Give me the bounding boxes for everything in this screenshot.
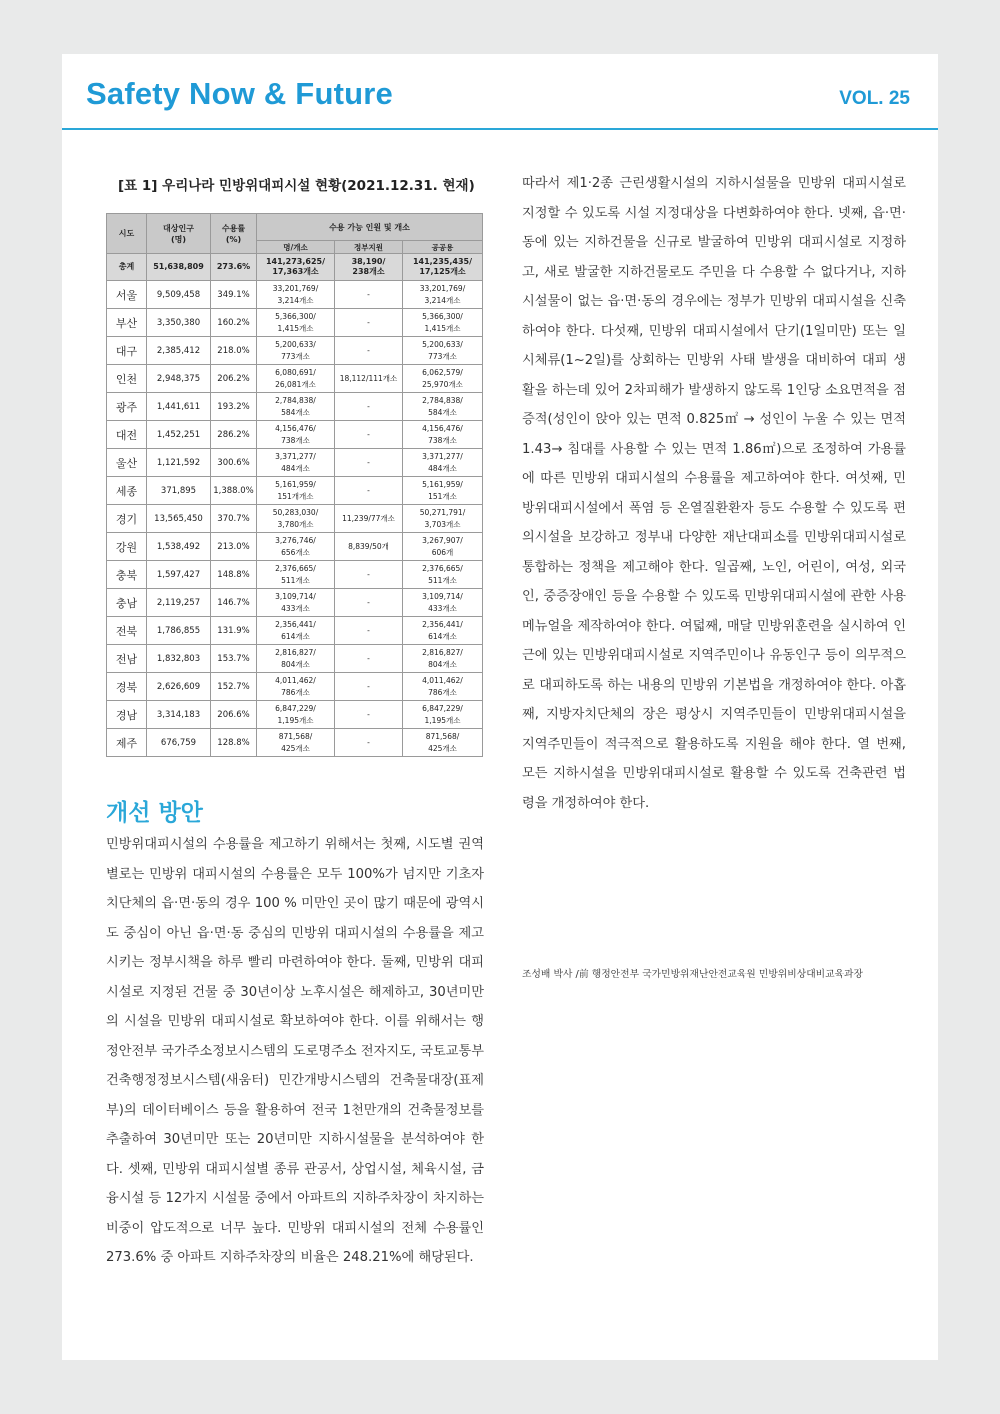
page-header [62,54,938,130]
author-credit: 조성배 박사 /前 행정안전부 국가민방위재난안전교육원 민방위비상대비교육과장 [522,969,863,980]
table-row [107,533,483,561]
cell-public: 6,062,579/ 25,970개소 [403,365,483,393]
volume-number: VOL. 25 [839,88,910,109]
cell-public: 5,200,633/ 773개소 [403,337,483,365]
cell-rate: 160.2% [211,309,257,337]
table-row [107,505,483,533]
cell-total-cap: 3,109,714/ 433개소 [257,589,335,617]
cell-total-cap: 50,283,030/ 3,780개소 [257,505,335,533]
cell-population: 371,895 [147,477,211,505]
cell-total-cap: 3,371,277/ 484개소 [257,449,335,477]
cell-population: 1,786,855 [147,617,211,645]
cell-public: 50,271,791/ 3,703개소 [403,505,483,533]
cell-total-cap: 4,011,462/ 786개소 [257,673,335,701]
cell-rate: 206.2% [211,365,257,393]
cell-rate: 300.6% [211,449,257,477]
cell-gov: - [335,421,403,449]
cell-population: 1,121,592 [147,449,211,477]
cell-population: 9,509,458 [147,281,211,309]
cell-total-cap: 2,784,838/ 584개소 [257,393,335,421]
cell-rate: 128.8% [211,729,257,757]
cell-gov: - [335,561,403,589]
cell-rate: 218.0% [211,337,257,365]
cell-rate: 193.2% [211,393,257,421]
cell-rate: 286.2% [211,421,257,449]
table-row [107,365,483,393]
cell-rate: 349.1% [211,281,257,309]
cell-public: 3,371,277/ 484개소 [403,449,483,477]
cell-rate: 153.7% [211,645,257,673]
cell-rate: 152.7% [211,673,257,701]
table-total-row [107,254,483,281]
cell-gov: - [335,617,403,645]
cell-gov: - [335,729,403,757]
cell-total-cap: 6,847,229/ 1,195개소 [257,701,335,729]
cell-gov: - [335,281,403,309]
cell-total-cap: 33,201,769/ 3,214개소 [257,281,335,309]
cell-rate: 206.6% [211,701,257,729]
cell-population: 2,626,609 [147,673,211,701]
cell-rate: 148.8% [211,561,257,589]
table-caption: [표 1] 우리나라 민방위대피시설 현황(2021.12.31. 현재) [118,178,475,194]
cell-total-cap: 2,816,827/ 804개소 [257,645,335,673]
header-gov-support: 정부지원 [335,241,403,254]
section-title: 개선 방안 [106,800,203,826]
cell-rate: 213.0% [211,533,257,561]
cell-public: 2,376,665/ 511개소 [403,561,483,589]
table-row [107,393,483,421]
header-region: 시도 [107,214,147,254]
cell-public: 6,847,229/ 1,195개소 [403,701,483,729]
cell-gov: - [335,701,403,729]
header-population: 대상인구 (명) [147,214,211,254]
cell-population: 13,565,450 [147,505,211,533]
cell-population: 1,597,427 [147,561,211,589]
table-row [107,729,483,757]
cell-region: 울산 [107,449,147,477]
body-paragraph-left: 민방위대피시설의 수용률을 제고하기 위해서는 첫째, 시도별 권역별로는 민방위 대피시설의 수용률은 모두 100%가 넘지만 기초자치단체의 읍·면·동의 경우 100 % 미만인 곳이 많기 때문에 광역시도 중심이 아닌 읍·면·동 중심의 민방위 대피시설의 수용률을 제고시키는 정부시책을 하루 빨리 마련하여야 한다. 둘째, 민방위 대피시설로 지정된 건물 중 30년이상 노후시설은 해제하고, 30년미만의 시설을 민방위 대피시설로 확보하여야 한다. 이를 위해서는 행정안전부 국가주소정보시스템의 도로명주소 전자지도, 국토교통부 건축행정정보시스템(새움터) 민간개방시스템의 건축물대장(표제부)의 데이터베이스 등을 활용하여 전국 1천만개의 건축물정보를 추출하여 30년미만 또는 20년미만 지하시설물을 분석하여야 한다. 셋째, 민방위 대피시설별 종류 관공서, 상업시설, 체육시설, 금융시설 등 12가지 시설물 중에서 아파트의 지하주차장이 차지하는 비중이 압도적으로 너무 높다. 민방위 대피시설의 전체 수용률인 273.6% 중 아파트 지하주차장의 비율은 248.21%에 해당된다. [106,837,484,1265]
cell-region: 전남 [107,645,147,673]
header-public: 공공용 [403,241,483,254]
cell-gov: - [335,645,403,673]
cell-rate: 131.9% [211,617,257,645]
cell-total-cap: 5,161,959/ 151개개소 [257,477,335,505]
cell-gov: 11,239/77개소 [335,505,403,533]
cell-total-cap: 5,366,300/ 1,415개소 [257,309,335,337]
table-row [107,281,483,309]
cell-total-cap: 5,200,633/ 773개소 [257,337,335,365]
cell-population: 1,452,251 [147,421,211,449]
cell-population: 676,759 [147,729,211,757]
total-gov: 38,190/ 238개소 [335,254,403,281]
magazine-title: Safety Now & Future [86,76,393,111]
cell-public: 871,568/ 425개소 [403,729,483,757]
cell-gov: - [335,589,403,617]
cell-total-cap: 3,276,746/ 656개소 [257,533,335,561]
header-capacity-group: 수용 가능 인원 및 개소 [257,214,483,241]
cell-public: 3,267,907/ 606개 [403,533,483,561]
cell-public: 4,011,462/ 786개소 [403,673,483,701]
cell-rate: 370.7% [211,505,257,533]
cell-total-cap: 871,568/ 425개소 [257,729,335,757]
cell-population: 1,441,611 [147,393,211,421]
table-row [107,617,483,645]
cell-region: 대구 [107,337,147,365]
cell-region: 제주 [107,729,147,757]
cell-population: 1,538,492 [147,533,211,561]
cell-rate: 146.7% [211,589,257,617]
cell-gov: 18,112/111개소 [335,365,403,393]
cell-region: 전북 [107,617,147,645]
cell-region: 강원 [107,533,147,561]
cell-total-cap: 2,356,441/ 614개소 [257,617,335,645]
table-row [107,449,483,477]
cell-public: 4,156,476/ 738개소 [403,421,483,449]
cell-population: 3,314,183 [147,701,211,729]
cell-region: 광주 [107,393,147,421]
table-row [107,337,483,365]
cell-public: 2,356,441/ 614개소 [403,617,483,645]
cell-population: 2,948,375 [147,365,211,393]
page [62,54,938,1360]
cell-total-cap: 2,376,665/ 511개소 [257,561,335,589]
cell-region: 대전 [107,421,147,449]
cell-total-cap: 4,156,476/ 738개소 [257,421,335,449]
table-row [107,645,483,673]
total-public: 141,235,435/ 17,125개소 [403,254,483,281]
table-row [107,701,483,729]
cell-rate: 1,388.0% [211,477,257,505]
table-row [107,589,483,617]
cell-region: 서울 [107,281,147,309]
cell-public: 5,366,300/ 1,415개소 [403,309,483,337]
table-row [107,477,483,505]
table-row [107,673,483,701]
total-population: 51,638,809 [147,254,211,281]
total-rate: 273.6% [211,254,257,281]
cell-public: 2,816,827/ 804개소 [403,645,483,673]
cell-public: 33,201,769/ 3,214개소 [403,281,483,309]
cell-population: 2,119,257 [147,589,211,617]
table-row [107,561,483,589]
header-total-capacity: 명/개소 [257,241,335,254]
cell-gov: - [335,393,403,421]
cell-region: 경기 [107,505,147,533]
body-paragraph-right: 따라서 제1·2종 근린생활시설의 지하시설물을 민방위 대피시설로 지정할 수 있도록 시설 지정대상을 다변화하여야 한다. 넷째, 읍·면·동에 있는 지하건물을 신규로 발굴하여 민방위 대피시설로 지정하고, 새로 발굴한 지하건물로도 주민을 다 수용할 수 없다거나, 지하시설물이 없는 읍·면·동의 경우에는 정부가 민방위 대피시설을 신축 하여야 한다. 다섯째, 민방위 대피시설에서 단기(1일미만) 또는 일시체류(1~2일)를 상회하는 민방위 사태 발생을 대비하여 대피 생활을 하는데 있어 2차피해가 발생하지 않도록 1인당 소요면적을 점증적(성인이 앉아 있는 면적 0.825㎡ → 성인이 누울 수 있는 면적 1.43→ 침대를 사용할 수 있는 면적 1.86㎡)으로 조정하여 가용률에 따른 민방위 대피시설의 수용률을 제고하여야 한다. 여섯째, 민방위대피시설에서 폭염 등 온열질환환자 등도 수용할 수 있도록 편의시설을 보강하고 정부내 다양한 재난대피소를 민방위대피시설로 통합하는 정책을 제고해야 한다. 일곱째, 노인, 어린이, 여성, 외국인, 중증장애인 등을 수용할 수 있도록 민방위대피시설에 관한 사용메뉴얼을 제작하여야 한다. 여덟째, 매달 민방위훈련을 실시하여 인근에 있는 민방위대피시설로 지역주민이나 유동인구 등이 의무적으로 대피하도록 하는 내용의 민방위 기본법을 개정하여야 한다. 아홉째, 지방자치단체의 장은 평상시 지역주민들이 민방위대피시설을 지역주민들이 적극적으로 활용하도록 지원을 해야 한다. 열 번째, 모든 지하시설을 민방위대피시설로 활용할 수 있도록 건축관련 법령을 개정하여야 한다. [522,176,906,811]
shelter-status-table [106,213,482,757]
total-capacity: 141,273,625/ 17,363개소 [257,254,335,281]
cell-region: 세종 [107,477,147,505]
cell-public: 3,109,714/ 433개소 [403,589,483,617]
cell-region: 인천 [107,365,147,393]
cell-gov: - [335,477,403,505]
cell-gov: - [335,309,403,337]
cell-population: 2,385,412 [147,337,211,365]
cell-gov: 8,839/50개 [335,533,403,561]
header-rate: 수용률 (%) [211,214,257,254]
cell-region: 부산 [107,309,147,337]
cell-region: 충북 [107,561,147,589]
cell-total-cap: 6,080,691/ 26,081개소 [257,365,335,393]
cell-gov: - [335,449,403,477]
table-row [107,421,483,449]
cell-gov: - [335,673,403,701]
total-region: 총계 [107,254,147,281]
cell-region: 충남 [107,589,147,617]
cell-population: 1,832,803 [147,645,211,673]
cell-population: 3,350,380 [147,309,211,337]
cell-region: 경북 [107,673,147,701]
cell-public: 5,161,959/ 151개소 [403,477,483,505]
table-row [107,309,483,337]
cell-public: 2,784,838/ 584개소 [403,393,483,421]
cell-gov: - [335,337,403,365]
cell-region: 경남 [107,701,147,729]
